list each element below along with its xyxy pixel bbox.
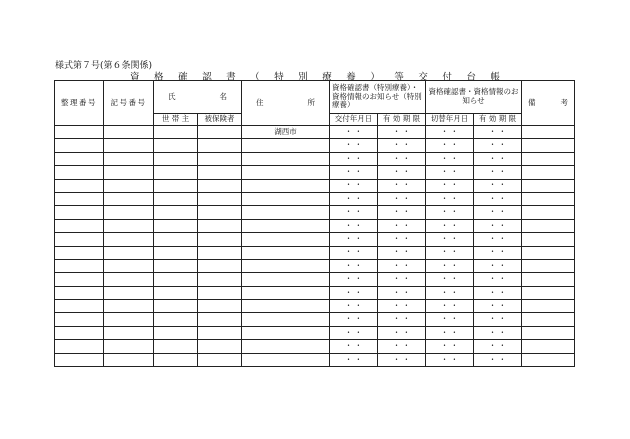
cell-yuko-kigen-1: ・ ・ xyxy=(378,166,426,179)
cell-yuko-kigen-2: ・ ・ xyxy=(474,259,522,272)
cell-kigo-bango xyxy=(104,192,154,205)
cell-kigo-bango xyxy=(104,300,154,313)
cell-seiri-bango xyxy=(55,340,104,353)
cell-yuko-kigen-2: ・ ・ xyxy=(474,353,522,366)
header-setainushi: 世 帯 主 xyxy=(154,114,198,126)
cell-kigo-bango xyxy=(104,326,154,339)
cell-kigo-bango xyxy=(104,340,154,353)
cell-seiri-bango xyxy=(55,353,104,366)
cell-setainushi xyxy=(154,313,198,326)
header-jusho-right: 所 xyxy=(307,97,315,107)
table-row xyxy=(55,273,575,286)
cell-kirikae-date: ・ ・ xyxy=(426,353,474,366)
cell-seiri-bango xyxy=(55,139,104,152)
cell-yuko-kigen-2: ・ ・ xyxy=(474,313,522,326)
cell-setainushi xyxy=(154,273,198,286)
table-row xyxy=(55,246,575,259)
cell-hihokensha xyxy=(198,233,242,246)
cell-jusho xyxy=(242,246,330,259)
cell-koufu-date: ・ ・ xyxy=(330,206,378,219)
cell-setainushi xyxy=(154,286,198,299)
cell-kigo-bango xyxy=(104,353,154,366)
cell-kirikae-date: ・ ・ xyxy=(426,233,474,246)
cell-hihokensha xyxy=(198,246,242,259)
cell-hihokensha xyxy=(198,139,242,152)
cell-jusho xyxy=(242,273,330,286)
cell-kirikae-date: ・ ・ xyxy=(426,179,474,192)
cell-seiri-bango xyxy=(55,219,104,232)
cell-koufu-date: ・ ・ xyxy=(330,152,378,165)
cell-setainushi xyxy=(154,152,198,165)
cell-yuko-kigen-2: ・ ・ xyxy=(474,139,522,152)
cell-kirikae-date: ・ ・ xyxy=(426,192,474,205)
cell-kirikae-date: ・ ・ xyxy=(426,219,474,232)
cell-hihokensha xyxy=(198,152,242,165)
cell-setainushi xyxy=(154,259,198,272)
cell-seiri-bango xyxy=(55,152,104,165)
cell-seiri-bango xyxy=(55,246,104,259)
header-hihokensha: 被保険者 xyxy=(198,114,242,126)
table-row xyxy=(55,139,575,152)
cell-hihokensha xyxy=(198,313,242,326)
cell-biko xyxy=(522,353,575,366)
cell-kigo-bango xyxy=(104,126,154,139)
cell-seiri-bango xyxy=(55,166,104,179)
form-title-char: 格 xyxy=(154,72,164,83)
cell-setainushi xyxy=(154,326,198,339)
table-row xyxy=(55,286,575,299)
table-row xyxy=(55,233,575,246)
form-title-char: 帳 xyxy=(490,72,500,83)
form-title-char: ） xyxy=(370,72,380,83)
header-yuko-kigen-2: 有 効 期 限 xyxy=(474,114,522,126)
form-title-char: 書 xyxy=(226,72,236,83)
cell-jusho xyxy=(242,353,330,366)
table-row xyxy=(55,259,575,272)
cell-jusho xyxy=(242,152,330,165)
cell-seiri-bango xyxy=(55,286,104,299)
table-row xyxy=(55,179,575,192)
cell-biko xyxy=(522,286,575,299)
cell-seiri-bango xyxy=(55,192,104,205)
cell-jusho xyxy=(242,192,330,205)
cell-kigo-bango xyxy=(104,179,154,192)
cell-seiri-bango xyxy=(55,179,104,192)
header-shimei-right: 名 xyxy=(219,91,227,101)
cell-setainushi xyxy=(154,206,198,219)
cell-jusho xyxy=(242,166,330,179)
cell-hihokensha xyxy=(198,166,242,179)
cell-kigo-bango xyxy=(104,206,154,219)
cell-koufu-date: ・ ・ xyxy=(330,126,378,139)
cell-seiri-bango xyxy=(55,126,104,139)
cell-koufu-date: ・ ・ xyxy=(330,233,378,246)
cell-yuko-kigen-1: ・ ・ xyxy=(378,192,426,205)
cell-biko xyxy=(522,340,575,353)
cell-biko xyxy=(522,233,575,246)
cell-hihokensha xyxy=(198,179,242,192)
cell-yuko-kigen-2: ・ ・ xyxy=(474,273,522,286)
form-title-char: （ xyxy=(250,72,260,83)
cell-kigo-bango xyxy=(104,313,154,326)
ledger-table xyxy=(54,80,575,367)
cell-biko xyxy=(522,219,575,232)
cell-yuko-kigen-1: ・ ・ xyxy=(378,326,426,339)
cell-koufu-date: ・ ・ xyxy=(330,179,378,192)
cell-hihokensha xyxy=(198,126,242,139)
cell-yuko-kigen-1: ・ ・ xyxy=(378,233,426,246)
cell-kigo-bango xyxy=(104,219,154,232)
header-shimei xyxy=(154,81,242,114)
cell-biko xyxy=(522,273,575,286)
cell-biko xyxy=(522,139,575,152)
cell-yuko-kigen-2: ・ ・ xyxy=(474,179,522,192)
cell-biko xyxy=(522,166,575,179)
cell-yuko-kigen-1: ・ ・ xyxy=(378,219,426,232)
cell-jusho xyxy=(242,179,330,192)
cell-jusho xyxy=(242,233,330,246)
cell-hihokensha xyxy=(198,192,242,205)
cell-yuko-kigen-1: ・ ・ xyxy=(378,246,426,259)
cell-kigo-bango xyxy=(104,286,154,299)
cell-jusho xyxy=(242,219,330,232)
header-shimei-left: 氏 xyxy=(168,91,176,101)
cell-yuko-kigen-2: ・ ・ xyxy=(474,126,522,139)
cell-kigo-bango xyxy=(104,139,154,152)
form-title-char: 資 xyxy=(130,72,140,83)
cell-hihokensha xyxy=(198,273,242,286)
table-row xyxy=(55,340,575,353)
form-title-char: 付 xyxy=(442,72,452,83)
cell-kirikae-date: ・ ・ xyxy=(426,273,474,286)
cell-yuko-kigen-2: ・ ・ xyxy=(474,286,522,299)
header-kirikae-date: 切替年月日 xyxy=(426,114,474,126)
table-row xyxy=(55,166,575,179)
cell-yuko-kigen-1: ・ ・ xyxy=(378,353,426,366)
table-row xyxy=(55,192,575,205)
ledger-body xyxy=(55,126,575,367)
table-row xyxy=(55,219,575,232)
cell-koufu-date: ・ ・ xyxy=(330,192,378,205)
header-kigo-bango: 記号番号 xyxy=(104,81,154,126)
cell-jusho xyxy=(242,340,330,353)
cell-jusho xyxy=(242,300,330,313)
cell-yuko-kigen-1: ・ ・ xyxy=(378,300,426,313)
cell-hihokensha xyxy=(198,259,242,272)
cell-kirikae-date: ・ ・ xyxy=(426,340,474,353)
cell-yuko-kigen-2: ・ ・ xyxy=(474,219,522,232)
cell-kirikae-date: ・ ・ xyxy=(426,259,474,272)
cell-yuko-kigen-1: ・ ・ xyxy=(378,126,426,139)
header-biko xyxy=(522,81,575,126)
cell-kirikae-date: ・ ・ xyxy=(426,166,474,179)
cell-setainushi xyxy=(154,126,198,139)
cell-kirikae-date: ・ ・ xyxy=(426,286,474,299)
cell-yuko-kigen-2: ・ ・ xyxy=(474,166,522,179)
cell-koufu-date: ・ ・ xyxy=(330,219,378,232)
cell-kirikae-date: ・ ・ xyxy=(426,326,474,339)
cell-kirikae-date: ・ ・ xyxy=(426,246,474,259)
cell-jusho xyxy=(242,206,330,219)
cell-kigo-bango xyxy=(104,166,154,179)
cell-kirikae-date: ・ ・ xyxy=(426,126,474,139)
cell-kigo-bango xyxy=(104,273,154,286)
cell-yuko-kigen-1: ・ ・ xyxy=(378,139,426,152)
cell-setainushi xyxy=(154,340,198,353)
cell-hihokensha xyxy=(198,340,242,353)
cell-setainushi xyxy=(154,246,198,259)
cell-koufu-date: ・ ・ xyxy=(330,259,378,272)
table-row xyxy=(55,353,575,366)
cell-hihokensha xyxy=(198,219,242,232)
cell-seiri-bango xyxy=(55,313,104,326)
cell-kirikae-date: ・ ・ xyxy=(426,206,474,219)
form-title-char: 台 xyxy=(466,72,476,83)
header-jusho xyxy=(242,81,330,126)
form-title-char: 療 xyxy=(322,72,332,83)
cell-kirikae-date: ・ ・ xyxy=(426,139,474,152)
table-row xyxy=(55,152,575,165)
cell-yuko-kigen-2: ・ ・ xyxy=(474,152,522,165)
cell-setainushi xyxy=(154,139,198,152)
header-biko-right: 考 xyxy=(560,97,568,107)
cell-yuko-kigen-1: ・ ・ xyxy=(378,313,426,326)
cell-koufu-date: ・ ・ xyxy=(330,340,378,353)
cell-biko xyxy=(522,313,575,326)
cell-hihokensha xyxy=(198,300,242,313)
form-title-char: 確 xyxy=(178,72,188,83)
cell-yuko-kigen-1: ・ ・ xyxy=(378,259,426,272)
cell-biko xyxy=(522,246,575,259)
cell-biko xyxy=(522,152,575,165)
cell-biko xyxy=(522,206,575,219)
cell-seiri-bango xyxy=(55,206,104,219)
cell-yuko-kigen-2: ・ ・ xyxy=(474,192,522,205)
table-row xyxy=(55,300,575,313)
cell-yuko-kigen-1: ・ ・ xyxy=(378,286,426,299)
form-title-char: 認 xyxy=(202,72,212,83)
cell-biko xyxy=(522,259,575,272)
cell-yuko-kigen-2: ・ ・ xyxy=(474,326,522,339)
cell-yuko-kigen-1: ・ ・ xyxy=(378,273,426,286)
form-title-char: 等 xyxy=(394,72,404,83)
cell-seiri-bango xyxy=(55,273,104,286)
cell-kigo-bango xyxy=(104,233,154,246)
header-seiri-bango: 整理番号 xyxy=(55,81,104,126)
cell-hihokensha xyxy=(198,206,242,219)
cell-setainushi xyxy=(154,166,198,179)
cell-koufu-date: ・ ・ xyxy=(330,313,378,326)
table-row xyxy=(55,313,575,326)
cell-hihokensha xyxy=(198,353,242,366)
cell-setainushi xyxy=(154,353,198,366)
form-title-char: 特 xyxy=(274,72,284,83)
table-row xyxy=(55,326,575,339)
cell-biko xyxy=(522,326,575,339)
cell-biko xyxy=(522,179,575,192)
cell-setainushi xyxy=(154,300,198,313)
cell-kirikae-date: ・ ・ xyxy=(426,313,474,326)
cell-seiri-bango xyxy=(55,326,104,339)
cell-yuko-kigen-2: ・ ・ xyxy=(474,340,522,353)
cell-kigo-bango xyxy=(104,152,154,165)
cell-setainushi xyxy=(154,192,198,205)
cell-koufu-date: ・ ・ xyxy=(330,326,378,339)
cell-koufu-date: ・ ・ xyxy=(330,139,378,152)
form-title-char: 別 xyxy=(298,72,308,83)
header-yuko-kigen-1: 有 効 期 限 xyxy=(378,114,426,126)
cell-yuko-kigen-1: ・ ・ xyxy=(378,152,426,165)
cell-koufu-date: ・ ・ xyxy=(330,246,378,259)
cell-hihokensha xyxy=(198,326,242,339)
cell-koufu-date: ・ ・ xyxy=(330,273,378,286)
header-koufu-date: 交付年月日 xyxy=(330,114,378,126)
cell-biko xyxy=(522,126,575,139)
header-tokubetsu-group: 資格確認書（特別療養）・資格情報のお知らせ（特別療養） xyxy=(330,81,426,114)
form-title-char: 養 xyxy=(346,72,356,83)
cell-kigo-bango xyxy=(104,259,154,272)
cell-kirikae-date: ・ ・ xyxy=(426,300,474,313)
cell-yuko-kigen-1: ・ ・ xyxy=(378,206,426,219)
cell-koufu-date: ・ ・ xyxy=(330,300,378,313)
cell-seiri-bango xyxy=(55,233,104,246)
cell-yuko-kigen-1: ・ ・ xyxy=(378,340,426,353)
cell-koufu-date: ・ ・ xyxy=(330,353,378,366)
cell-setainushi xyxy=(154,179,198,192)
cell-setainushi xyxy=(154,219,198,232)
header-shikaku-group: 資格確認書・資格情報のお知らせ xyxy=(426,81,522,114)
form-title-char: 交 xyxy=(418,72,428,83)
form-number: 様式第７号(第６条関係) xyxy=(55,61,153,71)
cell-jusho xyxy=(242,313,330,326)
cell-jusho xyxy=(242,259,330,272)
cell-jusho xyxy=(242,286,330,299)
table-row xyxy=(55,126,575,139)
cell-biko xyxy=(522,300,575,313)
header-biko-left: 備 xyxy=(528,97,536,107)
cell-kigo-bango xyxy=(104,246,154,259)
cell-setainushi xyxy=(154,233,198,246)
cell-jusho: 湖西市 xyxy=(242,126,330,139)
cell-yuko-kigen-2: ・ ・ xyxy=(474,233,522,246)
table-row xyxy=(55,206,575,219)
cell-biko xyxy=(522,192,575,205)
cell-kirikae-date: ・ ・ xyxy=(426,152,474,165)
header-jusho-left: 住 xyxy=(256,97,264,107)
cell-seiri-bango xyxy=(55,300,104,313)
cell-jusho xyxy=(242,326,330,339)
cell-koufu-date: ・ ・ xyxy=(330,166,378,179)
cell-hihokensha xyxy=(198,286,242,299)
cell-yuko-kigen-2: ・ ・ xyxy=(474,300,522,313)
cell-yuko-kigen-2: ・ ・ xyxy=(474,246,522,259)
cell-yuko-kigen-1: ・ ・ xyxy=(378,179,426,192)
cell-jusho xyxy=(242,139,330,152)
cell-koufu-date: ・ ・ xyxy=(330,286,378,299)
cell-yuko-kigen-2: ・ ・ xyxy=(474,206,522,219)
cell-seiri-bango xyxy=(55,259,104,272)
